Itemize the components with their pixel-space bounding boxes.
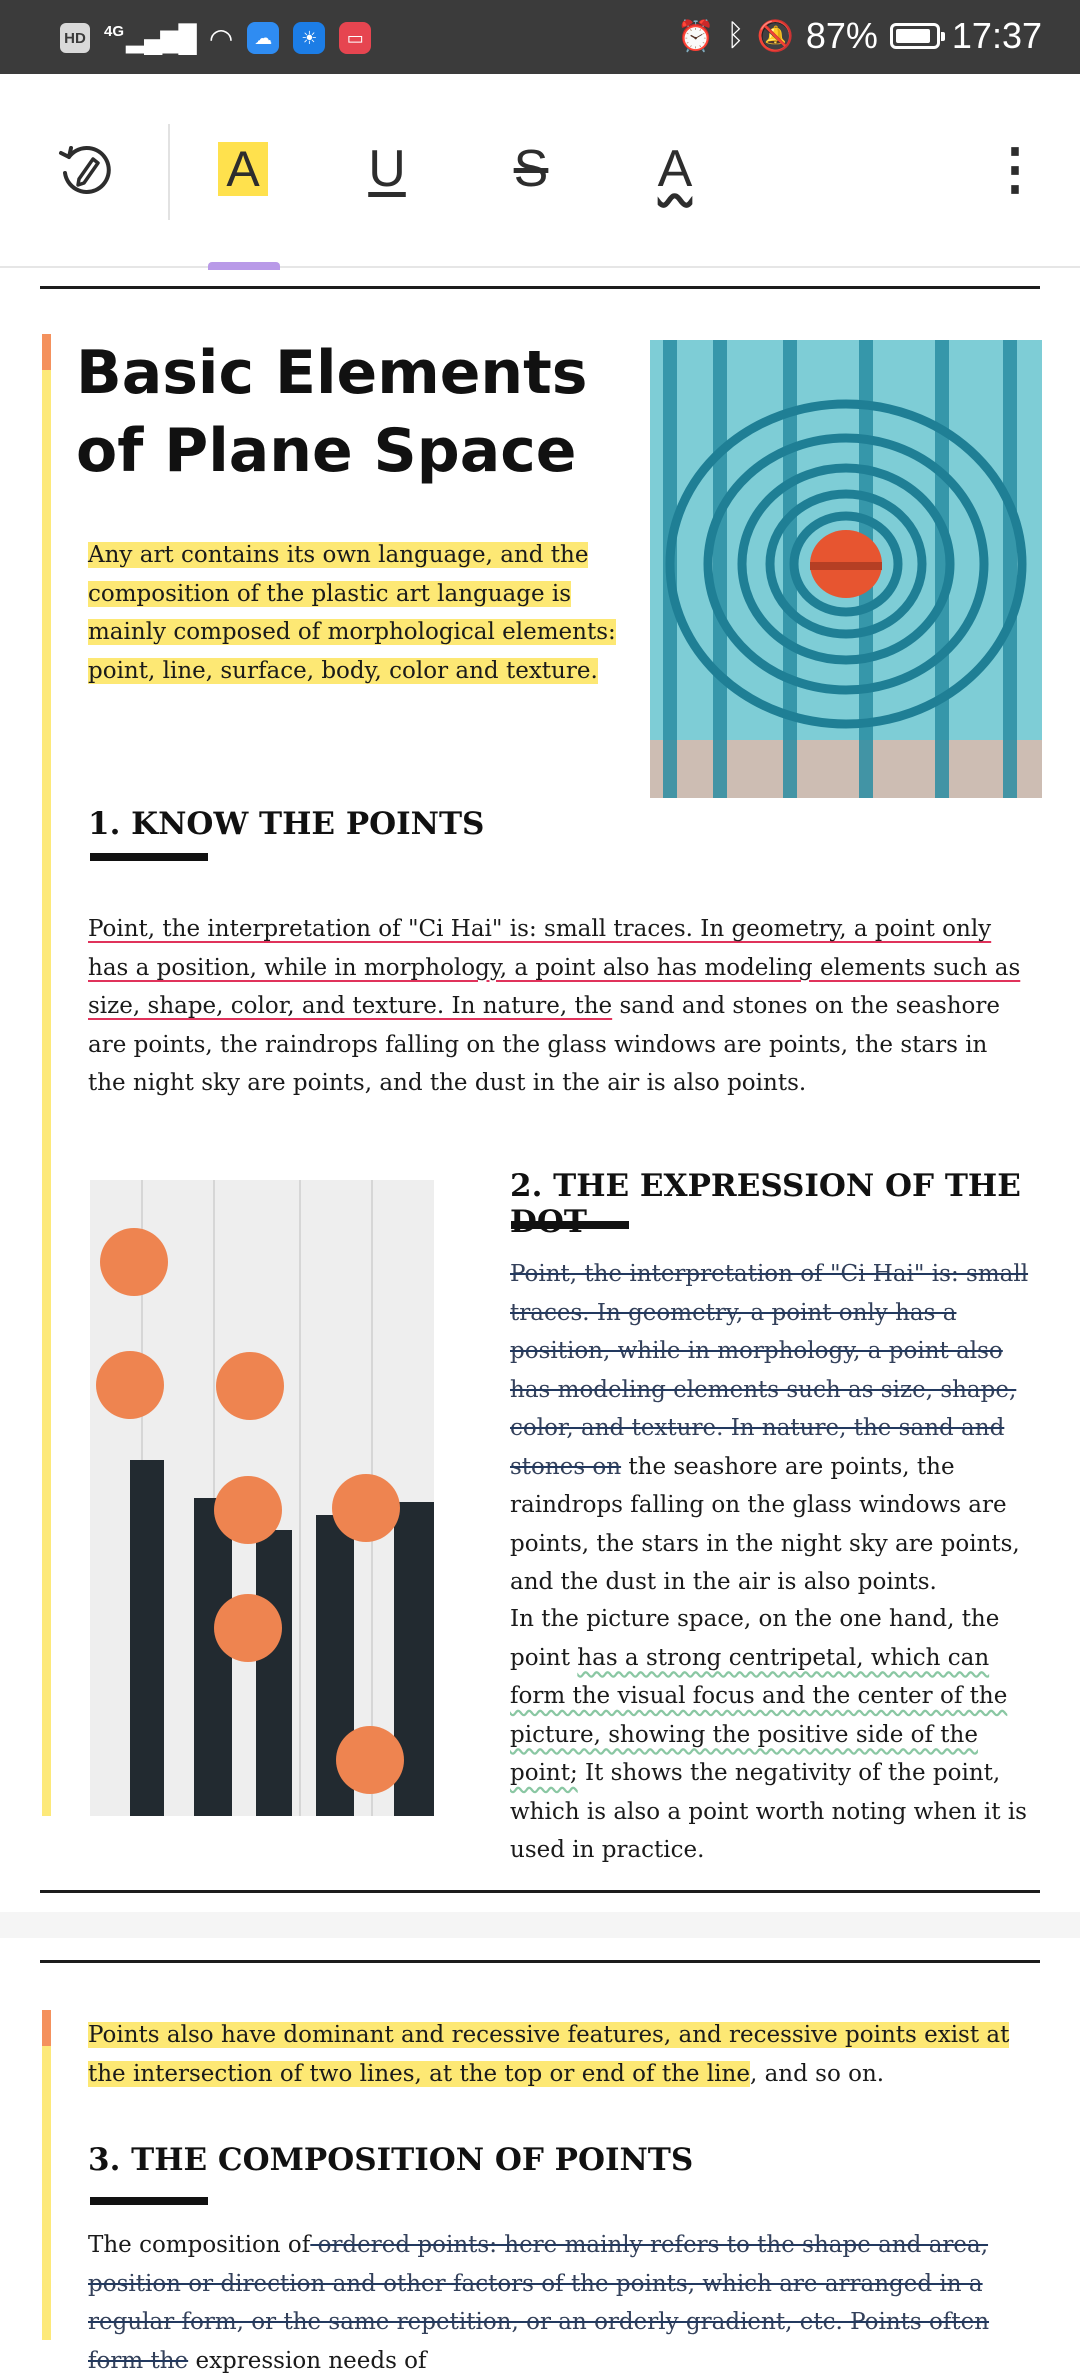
hd-badge: HD xyxy=(60,23,90,53)
margin-annotation-bar xyxy=(42,334,51,1816)
section2-heading: 2. THE EXPRESSION OF THE xyxy=(510,1168,1021,1204)
highlight-tool-button[interactable] xyxy=(198,124,288,214)
section1-paragraph xyxy=(88,910,1024,1103)
page2-intro-paragraph xyxy=(88,2016,1024,2093)
section3-paragraph xyxy=(88,2226,1024,2380)
highlight-a-icon: A xyxy=(218,142,267,196)
history-button[interactable] xyxy=(40,124,130,214)
status-right xyxy=(677,14,1042,58)
squiggly-a-icon: A xyxy=(657,140,693,198)
toolbar-divider xyxy=(168,124,170,220)
bluetooth-icon: ᛒ xyxy=(726,19,745,52)
status-bar xyxy=(0,0,1080,74)
mute-icon: 🔕 xyxy=(756,19,794,53)
section1-heading-bar xyxy=(90,853,208,861)
more-vertical-icon: ⋮ xyxy=(987,137,1043,200)
active-tool-indicator xyxy=(208,262,280,270)
document-title: Basic Elements of Plane Space xyxy=(76,338,588,486)
section2-squiggly-annotation[interactable]: has a strong centripetal, which can form the visual focus and the center of the picture, showing the positive side of the point; xyxy=(510,1644,1008,1786)
page-top-rule xyxy=(40,286,1040,289)
section3-text-end: expression needs of xyxy=(188,2347,427,2374)
strikethrough-s-icon: S xyxy=(513,140,549,198)
margin-annotation-marker[interactable] xyxy=(42,334,51,370)
page2-margin-annotation-bar xyxy=(42,2010,51,2340)
concentric-rings-image xyxy=(650,340,1042,798)
section1-text: sand and stones on the seashore are points, the raindrops falling on the glass windows are points, the stars in the night sky are points, and the dust in the air is also points. xyxy=(88,993,1000,1096)
alarm-icon: ⏰ xyxy=(677,19,715,53)
status-left xyxy=(60,18,371,58)
page-bottom-rule xyxy=(40,1890,1040,1893)
battery-percent: 87% xyxy=(805,15,878,56)
section2-paragraph-1 xyxy=(510,1255,1032,1602)
section3-heading: 3. THE COMPOSITION OF POINTS xyxy=(88,2142,694,2178)
battery-icon xyxy=(890,23,940,49)
section2-p2-start: In the picture space, on the one hand, the point xyxy=(510,1606,1000,1671)
clock: 17:37 xyxy=(951,15,1042,56)
cloud-app-icon: ☁ xyxy=(247,22,279,54)
more-options-button[interactable] xyxy=(970,124,1060,214)
underline-tool-button[interactable] xyxy=(342,124,432,214)
squiggly-tool-button[interactable] xyxy=(630,124,720,214)
page2-margin-annotation-marker[interactable] xyxy=(42,2010,51,2046)
orange-dots-image xyxy=(90,1180,434,1816)
page2-intro-text: , and so on. xyxy=(749,2060,885,2087)
section2-paragraph-2 xyxy=(510,1600,1032,1870)
intro-paragraph xyxy=(88,536,633,690)
page-separator xyxy=(0,1912,1080,1938)
book-app-icon: ▭ xyxy=(339,22,371,54)
section3-heading-bar xyxy=(90,2197,208,2205)
intro-highlight[interactable]: Any art contains its own language, and the composition of the plastic art language is mainly composed of morphological elements: point, line, surface, body, color and texture. xyxy=(88,542,616,684)
signal-icon: ▂▄▆█ xyxy=(126,22,195,53)
wifi-icon: ◠ xyxy=(208,22,234,54)
weather-app-icon: ☀ xyxy=(293,22,325,54)
section1-underline-annotation[interactable]: Point, the interpretation of "Ci Hai" is: small traces. In geometry, a point only has a position, while in morphology, a point also has modeling elements such as size, shape, color, and texture. In nature, the xyxy=(88,916,1021,1019)
section2-heading-bar xyxy=(511,1221,629,1229)
section3-strike-annotation[interactable]: ordered points: here mainly refers to the shape and area, position or direction and other factors of the points, which are arranged in a regular form, or the same repetition, or an orderly gradient, etc. Points often form the xyxy=(88,2232,990,2374)
section2-strike-annotation[interactable]: Point, the interpretation of "Ci Hai" is: small traces. In geometry, a point only has a position, while in morphology, a point also has modeling elements such as size, shape, color, and texture. In nature, the sand and stones on xyxy=(510,1261,1029,1480)
history-pen-icon xyxy=(55,139,115,199)
section2-p2-end: It shows the negativity of the point, which is also a point worth noting when it is used in practice. xyxy=(510,1760,1027,1863)
strikethrough-tool-button[interactable] xyxy=(486,124,576,214)
underline-u-icon: U xyxy=(368,140,406,198)
network-type: 4G xyxy=(104,22,125,40)
section1-heading: 1. KNOW THE POINTS xyxy=(88,806,485,842)
page2-top-rule xyxy=(40,1960,1040,1963)
section3-text-start: The composition of xyxy=(88,2232,311,2258)
annotation-toolbar xyxy=(0,74,1080,268)
page2-highlight-annotation[interactable]: Points also have dominant and recessive features, and recessive points exist at the intersection of two lines, at the top or end of the line xyxy=(88,2022,1010,2087)
section2-text: the seashore are points, the raindrops falling on the glass windows are points, the stars in the night sky are points, and the dust in the air is also points. xyxy=(510,1453,1020,1595)
